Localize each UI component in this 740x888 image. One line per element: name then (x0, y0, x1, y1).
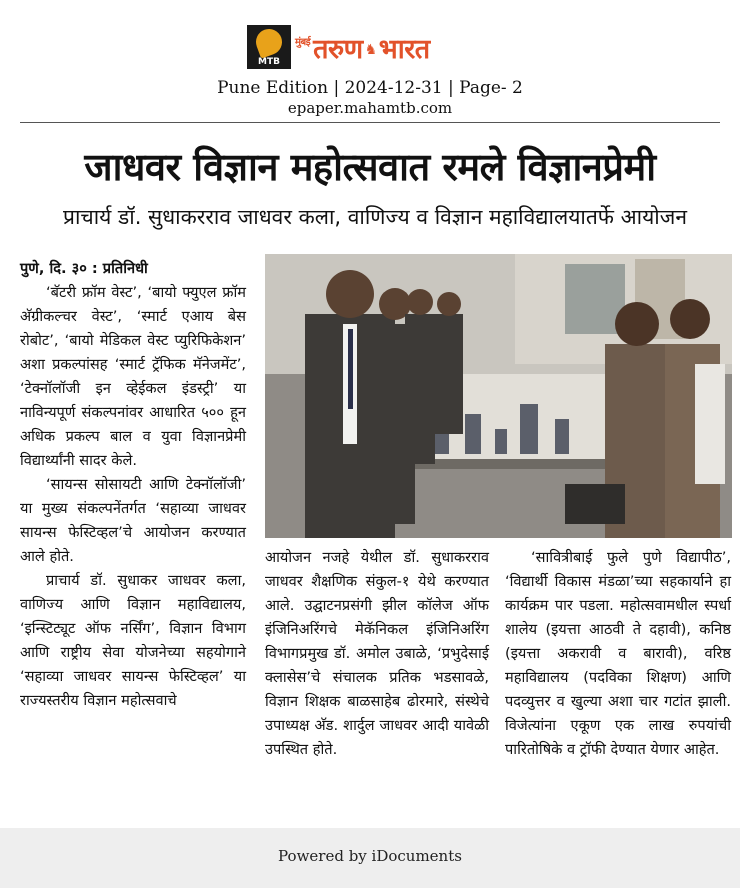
article-column-2 (265, 546, 489, 762)
paragraph: ‘सावित्रीबाई फुले पुणे विद्यापीठ’, ‘विद्यार्थी विकास मंडळा’च्या सहकार्याने हा कार्यक्रम पार पडला. महोत्सवामधील स्पर्धा शालेय (इयत्ता आठवी ते दहावी), कनिष्ठ (इयत्ता अकरावी व बारावी), वरिष्ठ महाविद्यालय (पदविका शिक्षण) आणि पदव्युत्तर व खुल्या अशा चार गटांत झाली. विजेत्यांना एकूण एक लाख रुपयांची पारितोषिके व ट्रॉफी देण्यात येणार आहेत. (505, 549, 731, 758)
article-column-3 (505, 546, 731, 762)
dateline: पुणे, दि. ३० : प्रतिनिधी (20, 260, 148, 277)
powered-by-link[interactable]: Powered by iDocuments (278, 847, 462, 865)
logo-name-part1: तरुण (313, 33, 363, 65)
site-link[interactable]: epaper.mahamtb.com (287, 99, 453, 117)
students-science-exhibition-photo (265, 254, 732, 538)
lion-mark-icon: ♞ (364, 41, 377, 58)
header-divider (20, 122, 720, 123)
article-column-1 (20, 257, 246, 713)
article-photo (265, 254, 732, 538)
paragraph: ‘सायन्स सोसायटी आणि टेक्नॉलॉजी’ या मुख्य संकल्पनेंतर्गत ‘सहाव्या जाधवर सायन्स फेस्टिव्हल’चे आयोजन करण्यात आले होते. (20, 476, 246, 565)
edition-line: Pune Edition | 2024-12-31 | Page- 2 (217, 78, 523, 98)
article-headline: जाधवर विज्ञान महोत्सवात रमले विज्ञानप्रेमी (84, 145, 656, 189)
logo-city: मुंबई (295, 36, 311, 48)
paragraph: आयोजन नजहे येथील डॉ. सुधाकरराव जाधवर शैक्षणिक संकुल-१ येथे करण्यात आले. उद्घाटनप्रसंगी झील कॉलेज ऑफ इंजिनिअरिंगचे मेकॅनिकल इंजिनिअरिंग विभागप्रमुख डॉ. अमोल उबाळे, ‘प्रभुदेसाई क्लासेस’चे संचालक प्रतिक भडसावळे, विज्ञान शिक्षक बाळसाहेब ढोरमारे, संस्थेचे उपाध्यक्ष अ‍ॅड. शार्दुल जाधवर आदी यावेळी उपस्थित होते. (265, 549, 489, 758)
paragraph: प्राचार्य डॉ. सुधाकर जाधवर कला, वाणिज्य आणि विज्ञान महाविद्यालय, ‘इन्स्टिट्यूट ऑफ नर्सिंग’, विज्ञान विभाग आणि राष्ट्रीय सेवा योजनेच्या सहयोगाने ‘सहाव्या जाधवर सायन्स फेस्टिव्हल’ या राज्यस्तरीय विज्ञान महोत्सवाचे (20, 572, 246, 709)
lion-logo-icon: MTB (247, 25, 291, 69)
logo-name-part2: भारत (378, 33, 430, 65)
footer (0, 828, 740, 888)
paragraph: ‘बॅटरी फ्रॉम वेस्ट’, ‘बायो फ्युएल फ्रॉम अ‍ॅग्रीकल्चर वेस्ट’, ‘स्मार्ट एआय बेस रोबोट’, ‘बायो मेडिकल वेस्ट प्युरिफिकेशन’ अशा प्रकल्पांसह ‘स्मार्ट ट्रॅफिक मॅनेजमेंट’, ‘टेक्नॉलॉजी इन व्हेईकल इंडस्ट्री’ या नाविन्यपूर्ण संकल्पनांवर आधारित ५०० हून अधिक प्रकल्प बाल व युवा विज्ञानप्रेमी विद्यार्थ्यांनी सादर केले. (20, 284, 246, 469)
masthead (0, 0, 740, 122)
newspaper-logo[interactable] (247, 24, 492, 70)
article-subheadline: प्राचार्य डॉ. सुधाकरराव जाधवर कला, वाणिज्य व विज्ञान महाविद्यालयातर्फे आयोजन (63, 205, 687, 229)
